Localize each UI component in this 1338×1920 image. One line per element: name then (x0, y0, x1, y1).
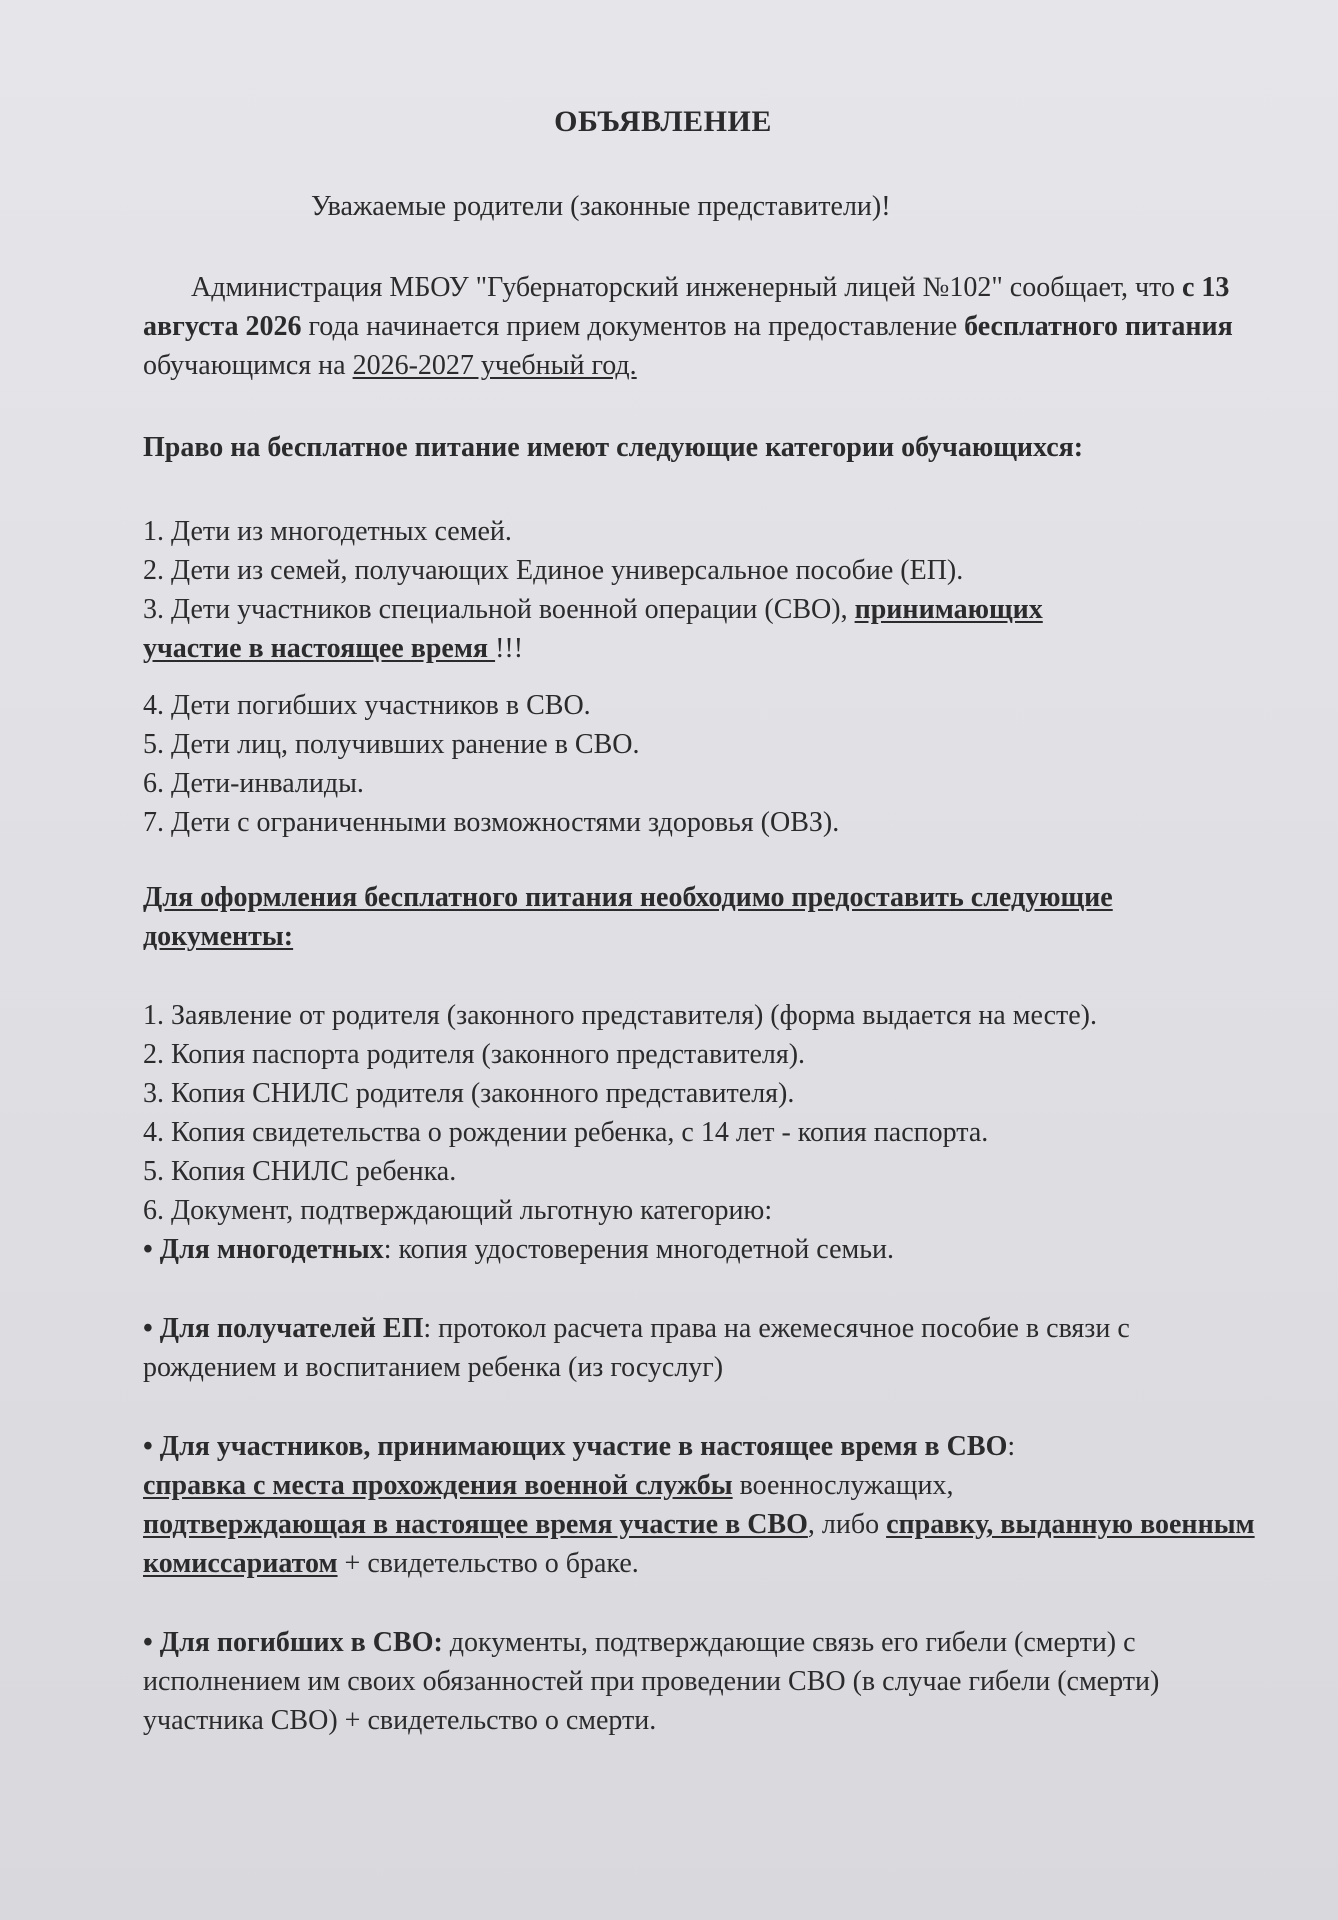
bullet-emphasis: подтверждающая в настоящее время участие в СВО (143, 1509, 808, 1540)
bullet-svo (143, 1427, 1263, 1583)
page-title: ОБЪЯВЛЕНИЕ (554, 105, 772, 138)
category-3-emphasis: принимающих (854, 594, 1043, 625)
documents-list (143, 996, 1263, 1269)
bullet-label: • Для погибших в СВО: (143, 1627, 443, 1658)
category-3-exclamation: !!! (495, 633, 524, 664)
documents-heading: Для оформления бесплатного питания необходимо предоставить следующие документы: (143, 882, 1113, 952)
bullet-emphasis: справку, выданную военным комиссариатом (143, 1509, 1255, 1579)
category-item: 1. Дети из многодетных семей. (143, 516, 512, 547)
bullet-label: • Для получателей ЕП (143, 1313, 424, 1344)
category-3-emphasis-2: участие в настоящее время (143, 633, 496, 664)
category-item: 5. Дети лиц, получивших ранение в СВО. (143, 729, 640, 760)
bullet-label: • Для участников, принимающих участие в настоящее время в СВО (143, 1431, 1008, 1462)
category-item: 4. Дети погибших участников в СВО. (143, 690, 591, 721)
categories-list-1 (143, 512, 1263, 668)
bullet-text: документы, подтверждающие связь его гибели (смерти) с исполнением им своих обязанностей при проведении СВО (в случае гибели (смерти) участника СВО) + свидетельство о смерти. (143, 1627, 1160, 1736)
document-item: 5. Копия СНИЛС ребенка. (143, 1156, 457, 1187)
category-item: 7. Дети с ограниченными возможностями здоровья (ОВЗ). (143, 807, 840, 838)
bullet-text: + свидетельство о браке. (337, 1548, 639, 1579)
bullet-text: военнослужащих, (732, 1470, 954, 1501)
category-item (143, 590, 1263, 629)
document-item: 2. Копия паспорта родителя (законного представителя). (143, 1039, 806, 1070)
bullet-text: : протокол расчета права на ежемесячное пособие в связи с рождением и воспитанием ребенка (из госуслуг) (143, 1313, 1130, 1383)
category-item-continuation (143, 629, 1263, 668)
document-item: 1. Заявление от родителя (законного представителя) (форма выдается на месте). (143, 1000, 1097, 1031)
bullet-text: , либо (807, 1509, 887, 1540)
intro-date: с 13 августа 2026 (143, 272, 1230, 342)
intro-text-1: Администрация МБОУ "Губернаторский инженерный лицей №102" сообщает, что (191, 272, 1182, 303)
bullet-colon: : (1007, 1431, 1016, 1462)
bullet-many-children (143, 1230, 1263, 1269)
intro-text-3: обучающимся на (143, 350, 353, 381)
category-item: 6. Дети-инвалиды. (143, 768, 364, 799)
document-item: 6. Документ, подтверждающий льготную категорию: (143, 1195, 773, 1226)
bullet-text: : копия удостоверения многодетной семьи. (383, 1234, 894, 1265)
intro-free-food: бесплатного питания (964, 311, 1233, 342)
document-item: 4. Копия свидетельства о рождении ребенка, с 14 лет - копия паспорта. (143, 1117, 989, 1148)
intro-school-year: 2026-2027 учебный год. (352, 350, 637, 381)
document-item: 3. Копия СНИЛС родителя (законного представителя). (143, 1078, 795, 1109)
intro-text-2: года начинается прием документов на предоставление (301, 311, 965, 342)
bullet-emphasis: справка с места прохождения военной службы (143, 1470, 733, 1501)
categories-list-2 (143, 686, 1263, 842)
bullet-ep (143, 1309, 1263, 1387)
rights-heading: Право на бесплатное питание имеют следующие категории обучающихся: (143, 432, 1084, 463)
intro-paragraph (143, 268, 1263, 385)
category-item: 2. Дети из семей, получающих Единое универсальное пособие (ЕП). (143, 555, 964, 586)
bullet-label: • Для многодетных (143, 1234, 384, 1265)
bullet-deceased (143, 1623, 1263, 1740)
category-3-text: 3. Дети участников специальной военной операции (СВО), (143, 594, 855, 625)
greeting: Уважаемые родители (законные представители)! (311, 191, 891, 222)
